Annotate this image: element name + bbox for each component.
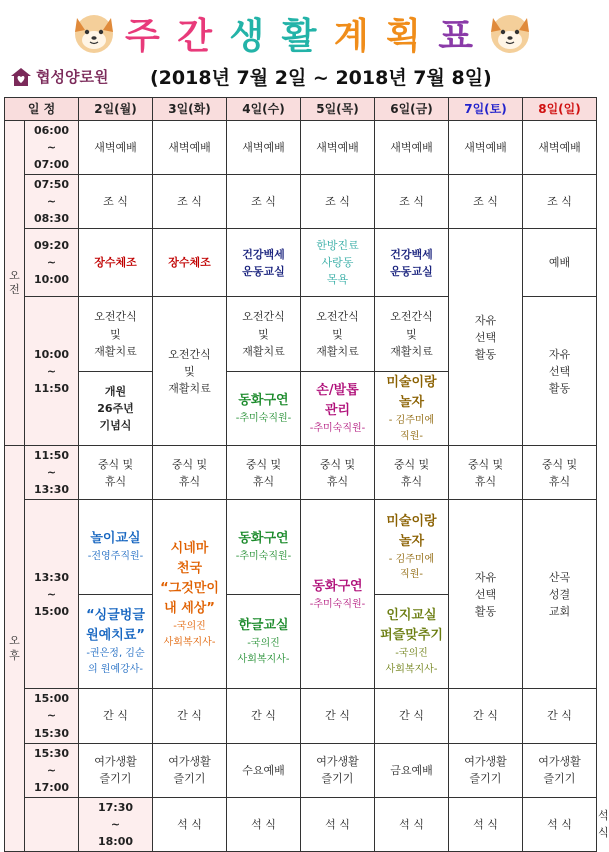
table-row: 17:30 ~ 18:00 석 식 석 식 석 식 석 식 석 식 석 식 석 식 [5,797,597,851]
table-row [5,743,597,797]
time-slot: 13:30 ~ 15:00 [25,500,79,689]
activity-cell: 간 식 [79,689,153,743]
activity-cell: 석 식 [523,797,597,851]
activity-cell: 시네마 천국 “그것만이 내 세상” -국의진 사회복지사- [153,500,227,689]
activity-cell: 여가생활 즐기기 [153,743,227,797]
activity-cell: 오전간식 및 재활치료 개원 26주년 기념식 [79,297,153,446]
house-logo-icon [10,67,32,87]
activity-cell: 놀이교실 -전영주직원- “싱글벙글 원예치료” -권은정, 김순 의 원예강사- [79,500,153,689]
activity-cell: 한방진료 사랑동 목욕 [301,229,375,297]
day-header-saturday: 7일(토) [449,98,523,121]
time-slot: 10:00 ~ 11:50 [25,297,79,446]
activity-cell: 오전간식 및 재활치료 [153,297,227,446]
activity-cell: 자유 선택 활동 [523,297,597,446]
table-row [5,446,597,500]
activity-cell: 건강백세 운동교실 [227,229,301,297]
shiba-dog-icon [70,8,118,56]
table-row [5,500,597,689]
activity-cell: 여가생활 즐기기 [449,743,523,797]
activity-cell: 석 식 [153,797,227,851]
activity-cell: 간 식 [153,689,227,743]
schedule-label: 일 정 [5,98,79,121]
table-row [5,229,597,297]
activity-cell: 동화구연 -추미숙직원- 한글교실 -국의진 사회복지사- [227,500,301,689]
pm-label: 오 후 [5,446,25,852]
activity-cell: 중식 및 휴식 [153,446,227,500]
activity-cell: 간 식 [301,689,375,743]
activity-cell: 중식 및 휴식 [375,446,449,500]
title-char: 활 [281,15,319,57]
activity-cell: 새벽예배 [523,121,597,175]
am-label: 오 전 [5,121,25,446]
day-header: 2일(월) [79,98,153,121]
day-header: 4일(수) [227,98,301,121]
title-char: 계 [333,15,371,57]
logo [10,66,108,87]
page-title [125,8,475,58]
title-char: 생 [229,15,267,57]
time-slot: 07:50 ~ 08:30 [25,175,79,229]
day-header: 3일(화) [153,98,227,121]
header [0,0,600,96]
time-slot: 11:50 ~ 13:30 [25,446,79,500]
activity-cell: 금요예배 [375,743,449,797]
activity-cell: 장수체조 [79,229,153,297]
title-char: 간 [177,15,214,57]
table-row [5,121,597,175]
time-slot: 15:00 ~ 15:30 [25,689,79,743]
activity-cell: 장수체조 [153,229,227,297]
activity-cell: 건강백세 운동교실 [375,229,449,297]
activity-cell: 자유 선택 활동 [449,229,523,446]
activity-cell: 간 식 [375,689,449,743]
activity-cell: 간 식 [227,689,301,743]
day-header: 5일(목) [301,98,375,121]
activity-cell: 새벽예배 [449,121,523,175]
header-row [5,98,597,121]
activity-cell: 석 식 [301,797,375,851]
activity-cell: 중식 및 휴식 [301,446,375,500]
activity-cell: 조 식 [523,175,597,229]
title-char: 표 [438,15,475,57]
activity-cell: 조 식 [449,175,523,229]
activity-cell: 오전간식 및 재활치료 미술이랑 놀자 - 김주미에 직원- [375,297,449,446]
day-header-sunday: 8일(일) [523,98,597,121]
activity-cell: 조 식 [301,175,375,229]
time-slot: 06:00 ~ 07:00 [25,121,79,175]
time-slot: 09:20 ~ 10:00 [25,229,79,297]
activity-cell: 중식 및 휴식 [523,446,597,500]
table-row [5,175,597,229]
activity-cell: 여가생활 즐기기 [523,743,597,797]
schedule-period: (2018년 7월 2일 ~ 2018년 7월 8일) [150,67,492,89]
activity-cell: 자유 선택 활동 [449,500,523,689]
title-char: 획 [386,15,423,57]
activity-cell: 중식 및 휴식 [79,446,153,500]
activity-cell: 예배 [523,229,597,297]
activity-cell: 조 식 [375,175,449,229]
activity-cell: 새벽예배 [375,121,449,175]
day-header: 6일(금) [375,98,449,121]
activity-cell: 간 식 [523,689,597,743]
activity-cell: 조 식 [153,175,227,229]
activity-cell: 석 식 [449,797,523,851]
logo-text: 협성양로원 [36,68,109,86]
activity-cell: 조 식 [227,175,301,229]
activity-cell: 새벽예배 [227,121,301,175]
time-slot: 15:30 ~ 17:00 [25,743,79,797]
activity-cell: 여가생활 즐기기 [79,743,153,797]
time-slot: 17:30 ~ 18:00 [79,797,153,851]
title-char: 주 [125,15,162,57]
shiba-dog-icon [486,8,534,56]
activity-cell: 미술이랑 놀자 - 김주미에 직원- 인지교실 퍼즐맞추기 -국의진 사회복지사- [375,500,449,689]
activity-cell: 산곡 성결 교회 [523,500,597,689]
weekly-schedule-table [4,97,609,852]
activity-cell: 오전간식 및 재활치료 동화구연 -추미숙직원- [227,297,301,446]
activity-cell: 동화구연 -추미숙직원- [301,500,375,689]
activity-cell: 석 식 [227,797,301,851]
activity-cell: 석 식 [375,797,449,851]
activity-cell: 수요예배 [227,743,301,797]
activity-cell: 중식 및 휴식 [227,446,301,500]
activity-cell: 오전간식 및 재활치료 손/발톱 관리 -추미숙직원- [301,297,375,446]
activity-cell: 간 식 [449,689,523,743]
activity-cell: 새벽예배 [153,121,227,175]
activity-cell: 중식 및 휴식 [449,446,523,500]
activity-cell: 여가생활 즐기기 [301,743,375,797]
activity-cell: 새벽예배 [301,121,375,175]
evening-label [25,797,79,851]
table-row [5,689,597,743]
activity-cell: 조 식 [79,175,153,229]
activity-cell: 새벽예배 [79,121,153,175]
